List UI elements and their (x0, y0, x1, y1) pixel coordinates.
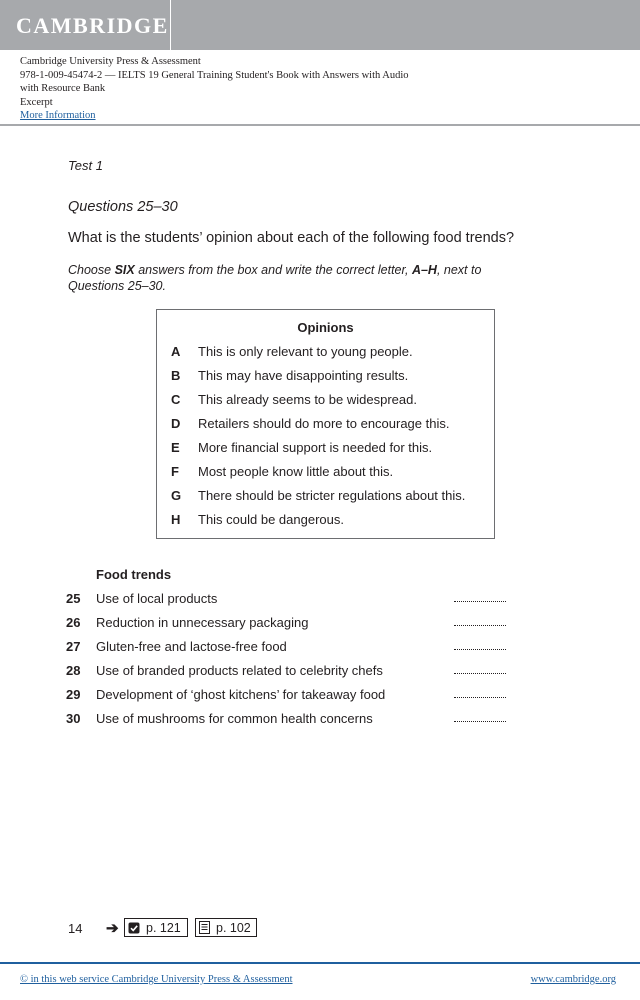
question-row (66, 591, 510, 609)
isbn-title: 978-1-009-45474-2 — IELTS 19 General Training Student's Book with Answers with Audio (20, 69, 409, 81)
answer-blank[interactable] (454, 697, 506, 698)
questions-heading: Questions 25–30 (68, 199, 178, 215)
opinion-letter: D (171, 416, 181, 431)
opinion-letter: G (171, 488, 182, 503)
question-row (66, 663, 510, 681)
opinion-letter: B (171, 368, 181, 383)
question-prompt: What is the students’ opinion about each of the following food trends? (68, 230, 515, 246)
arrow-right-icon: ➔ (106, 920, 119, 937)
answer-blank[interactable] (454, 673, 506, 674)
question-text: Use of mushrooms for common health concerns (96, 711, 373, 726)
question-number: 28 (66, 663, 81, 678)
answer-blank[interactable] (454, 721, 506, 722)
website-link[interactable]: www.cambridge.org (530, 974, 616, 985)
more-information-link[interactable]: More Information (20, 110, 96, 122)
question-text: Reduction in unnecessary packaging (96, 615, 309, 630)
question-number: 25 (66, 591, 81, 606)
question-row (66, 687, 510, 705)
copyright-link[interactable]: © in this web service Cambridge University Press & Assessment (20, 974, 293, 985)
question-number: 29 (66, 687, 81, 702)
opinion-text: This is only relevant to young people. (198, 344, 413, 359)
question-number: 27 (66, 639, 81, 654)
food-trends-heading: Food trends (96, 567, 172, 582)
instruction-part: Choose (68, 263, 115, 277)
footer-divider (0, 962, 640, 964)
answer-key-page: p. 121 (146, 920, 181, 935)
question-text: Development of ‘ghost kitchens’ for takeaway food (96, 687, 386, 702)
answer-blank[interactable] (454, 625, 506, 626)
opinion-letter: C (171, 392, 181, 407)
opinions-title: Opinions (297, 320, 354, 335)
question-row (66, 639, 510, 657)
answer-blank[interactable] (454, 649, 506, 650)
instruction-text (68, 262, 528, 294)
publisher-name: Cambridge University Press & Assessment (20, 56, 201, 67)
opinion-text: More financial support is needed for this. (198, 440, 433, 455)
opinion-letter: F (171, 464, 179, 479)
question-text: Gluten-free and lactose-free food (96, 639, 287, 654)
opinion-text: This may have disappointing results. (198, 368, 409, 383)
opinion-text: There should be stricter regulations about this. (198, 488, 466, 503)
answer-key-icon (128, 922, 140, 934)
answer-key-reference[interactable] (124, 918, 188, 937)
transcript-reference[interactable] (195, 918, 257, 937)
cambridge-logo: CAMBRIDGE (16, 13, 169, 38)
page-number: 14 (68, 921, 83, 936)
instruction-part: answers from the box and write the correct letter, (134, 263, 412, 277)
opinion-text: This could be dangerous. (198, 512, 344, 527)
opinion-letter: A (171, 344, 181, 359)
question-row (66, 711, 510, 729)
question-text: Use of branded products related to celebrity chefs (96, 663, 383, 678)
opinion-letter: E (171, 440, 180, 455)
question-text: Use of local products (96, 591, 218, 606)
opinion-text: Most people know little about this. (198, 464, 394, 479)
book-metadata (20, 55, 409, 123)
transcript-icon (199, 921, 210, 934)
opinion-text: Retailers should do more to encourage this. (198, 416, 450, 431)
instruction-bold-range: A–H (411, 263, 437, 277)
answer-blank[interactable] (454, 601, 506, 602)
brand-banner (0, 0, 640, 50)
header-divider (0, 124, 640, 126)
question-number: 26 (66, 615, 81, 630)
opinion-text: This already seems to be widespread. (198, 392, 417, 407)
banner-divider (170, 0, 171, 50)
isbn-title-continued: with Resource Bank (20, 83, 106, 95)
instruction-bold-six: SIX (114, 263, 135, 277)
instruction-part: , next to Questions 25–30. (68, 263, 482, 293)
test-label: Test 1 (68, 158, 103, 173)
excerpt-label: Excerpt (20, 96, 53, 108)
transcript-page: p. 102 (216, 920, 251, 935)
question-number: 30 (66, 711, 81, 726)
question-row (66, 615, 510, 633)
opinions-box (156, 309, 495, 539)
opinion-letter: H (171, 512, 181, 527)
